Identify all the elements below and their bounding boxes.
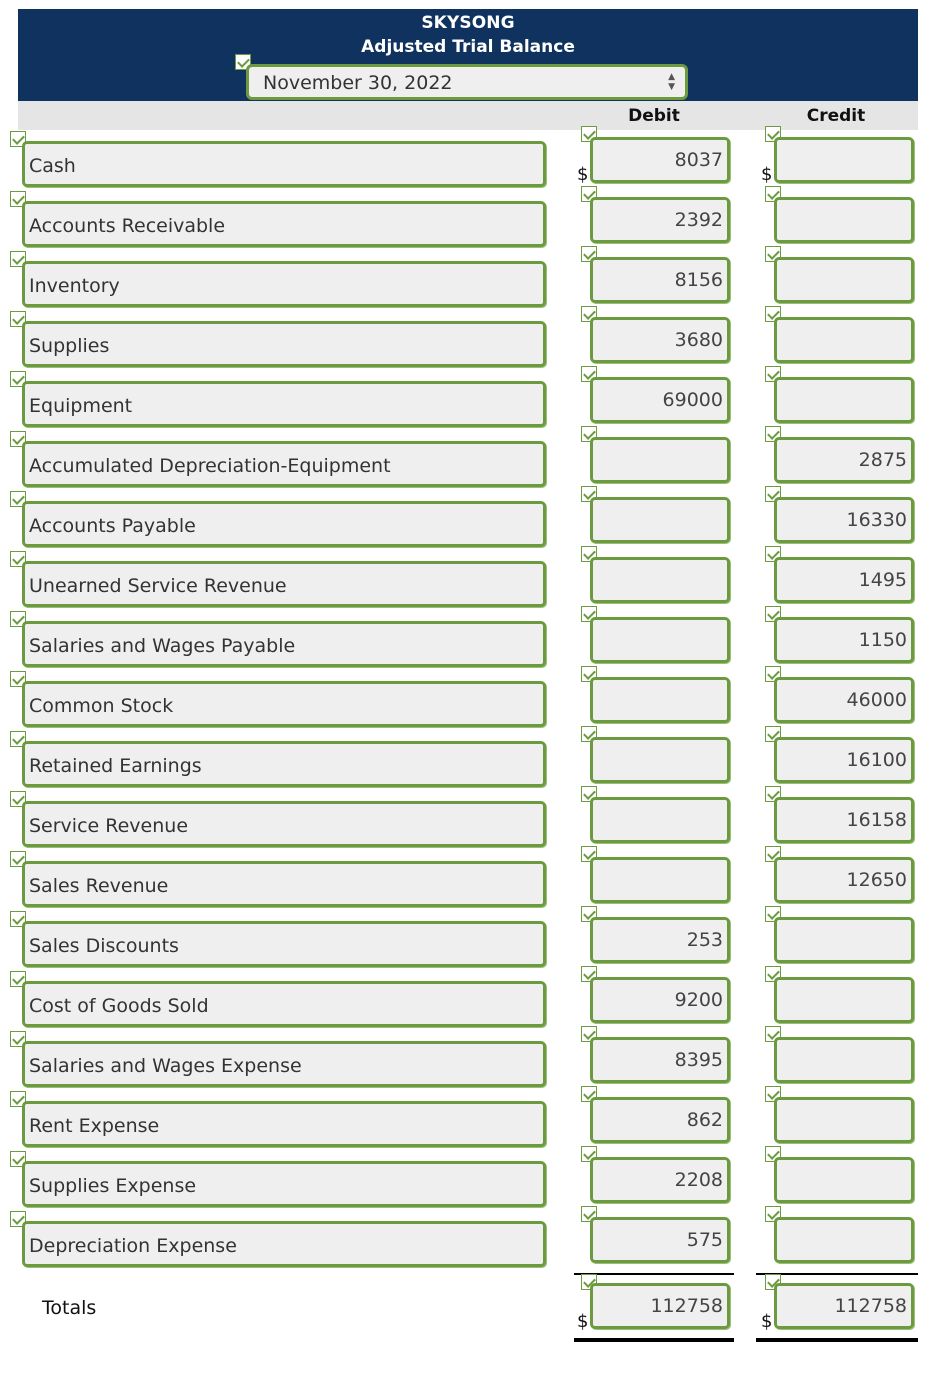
credit-amount-input[interactable] [774, 1037, 914, 1083]
debit-amount-value: 575 [686, 1229, 723, 1251]
credit-amount-input[interactable] [774, 197, 914, 243]
account-name-value: Sales Discounts [29, 935, 179, 957]
debit-amount-value: 253 [686, 929, 723, 951]
credit-amount-input[interactable] [774, 737, 914, 783]
account-name-field[interactable] [22, 621, 546, 667]
debit-amount-input[interactable] [590, 677, 730, 723]
account-name-field[interactable] [22, 201, 546, 247]
account-name-field[interactable] [22, 981, 546, 1027]
debit-amount-value: 2208 [674, 1169, 723, 1191]
credit-amount-value: 16330 [846, 509, 907, 531]
account-name-value: Service Revenue [29, 815, 189, 837]
debit-amount-input[interactable] [590, 257, 730, 303]
account-name-value: Cash [29, 155, 76, 177]
debit-amount-value: 8037 [674, 149, 723, 171]
debit-total-top-rule [574, 1273, 734, 1275]
debit-amount-input[interactable] [590, 197, 730, 243]
account-name-value: Retained Earnings [29, 755, 202, 777]
credit-amount-input[interactable] [774, 617, 914, 663]
credit-amount-input[interactable] [774, 797, 914, 843]
account-name-field[interactable] [22, 681, 546, 727]
dollar-sign: $ [577, 1311, 589, 1332]
credit-amount-input[interactable] [774, 257, 914, 303]
credit-amount-input[interactable] [774, 1217, 914, 1263]
account-name-value: Supplies Expense [29, 1175, 197, 1197]
account-name-field[interactable] [22, 1161, 546, 1207]
debit-amount-input[interactable] [590, 317, 730, 363]
credit-amount-input[interactable] [774, 437, 914, 483]
credit-amount-value: 16100 [846, 749, 907, 771]
credit-amount-value: 46000 [846, 689, 907, 711]
debit-total-input[interactable] [590, 1283, 730, 1329]
account-name-value: Salaries and Wages Payable [29, 635, 296, 657]
credit-amount-input[interactable] [774, 857, 914, 903]
debit-amount-input[interactable] [590, 1097, 730, 1143]
debit-total-value: 112758 [650, 1295, 723, 1317]
date-select-value: November 30, 2022 [263, 72, 453, 94]
credit-amount-value: 1150 [858, 629, 907, 651]
debit-amount-value: 9200 [674, 989, 723, 1011]
account-name-value: Accumulated Depreciation-Equipment [29, 455, 391, 477]
credit-amount-input[interactable] [774, 917, 914, 963]
account-name-field[interactable] [22, 1221, 546, 1267]
credit-amount-value: 2875 [858, 449, 907, 471]
account-name-value: Cost of Goods Sold [29, 995, 209, 1017]
credit-amount-input[interactable] [774, 317, 914, 363]
debit-amount-value: 8395 [674, 1049, 723, 1071]
account-name-field[interactable] [22, 861, 546, 907]
credit-amount-input[interactable] [774, 677, 914, 723]
credit-amount-input[interactable] [774, 557, 914, 603]
account-name-value: Inventory [29, 275, 120, 297]
account-name-field[interactable] [22, 801, 546, 847]
account-name-field[interactable] [22, 741, 546, 787]
account-name-value: Sales Revenue [29, 875, 169, 897]
credit-amount-value: 16158 [846, 809, 907, 831]
account-name-field[interactable] [22, 261, 546, 307]
account-name-field[interactable] [22, 141, 546, 187]
account-name-value: Salaries and Wages Expense [29, 1055, 302, 1077]
credit-amount-input[interactable] [774, 1097, 914, 1143]
select-arrows-icon: ▲ ▼ [668, 72, 675, 92]
date-select[interactable] [246, 64, 688, 100]
dollar-sign: $ [761, 1311, 773, 1332]
credit-amount-input[interactable] [774, 1157, 914, 1203]
account-name-value: Common Stock [29, 695, 174, 717]
credit-total-value: 112758 [834, 1295, 907, 1317]
credit-total-input[interactable] [774, 1283, 914, 1329]
credit-column-header: Credit [806, 106, 866, 126]
debit-amount-input[interactable] [590, 917, 730, 963]
debit-amount-value: 2392 [674, 209, 723, 231]
account-name-value: Accounts Receivable [29, 215, 226, 237]
account-name-value: Supplies [29, 335, 110, 357]
dollar-sign: $ [577, 164, 589, 185]
debit-column-header: Debit [628, 106, 680, 126]
credit-amount-input[interactable] [774, 977, 914, 1023]
debit-amount-input[interactable] [590, 137, 730, 183]
account-name-value: Rent Expense [29, 1115, 160, 1137]
account-name-field[interactable] [22, 921, 546, 967]
credit-double-underline [756, 1338, 918, 1342]
debit-amount-input[interactable] [590, 797, 730, 843]
debit-double-underline [574, 1338, 734, 1342]
account-name-field[interactable] [22, 561, 546, 607]
debit-amount-value: 69000 [662, 389, 723, 411]
account-name-value: Unearned Service Revenue [29, 575, 287, 597]
account-name-value: Accounts Payable [29, 515, 196, 537]
debit-amount-input[interactable] [590, 497, 730, 543]
debit-amount-input[interactable] [590, 1157, 730, 1203]
credit-amount-value: 1495 [858, 569, 907, 591]
account-name-value: Equipment [29, 395, 133, 417]
account-name-field[interactable] [22, 501, 546, 547]
account-name-field[interactable] [22, 381, 546, 427]
debit-amount-input[interactable] [590, 857, 730, 903]
totals-label: Totals [42, 1297, 97, 1319]
debit-amount-input[interactable] [590, 737, 730, 783]
debit-amount-input[interactable] [590, 437, 730, 483]
debit-amount-input[interactable] [590, 977, 730, 1023]
credit-amount-input[interactable] [774, 497, 914, 543]
debit-amount-input[interactable] [590, 617, 730, 663]
credit-amount-input[interactable] [774, 377, 914, 423]
debit-amount-input[interactable] [590, 557, 730, 603]
debit-amount-value: 3680 [674, 329, 723, 351]
account-name-field[interactable] [22, 321, 546, 367]
account-name-field[interactable] [22, 441, 546, 487]
debit-amount-input[interactable] [590, 377, 730, 423]
debit-amount-input[interactable] [590, 1217, 730, 1263]
account-name-field[interactable] [22, 1101, 546, 1147]
dollar-sign: $ [761, 164, 773, 185]
statement-title: Adjusted Trial Balance [361, 37, 575, 57]
account-name-field[interactable] [22, 1041, 546, 1087]
debit-amount-input[interactable] [590, 1037, 730, 1083]
credit-amount-value: 12650 [846, 869, 907, 891]
account-name-value: Depreciation Expense [29, 1235, 237, 1257]
credit-amount-input[interactable] [774, 137, 914, 183]
company-name: SKYSONG [421, 13, 515, 33]
debit-amount-value: 862 [686, 1109, 723, 1131]
debit-amount-value: 8156 [674, 269, 723, 291]
